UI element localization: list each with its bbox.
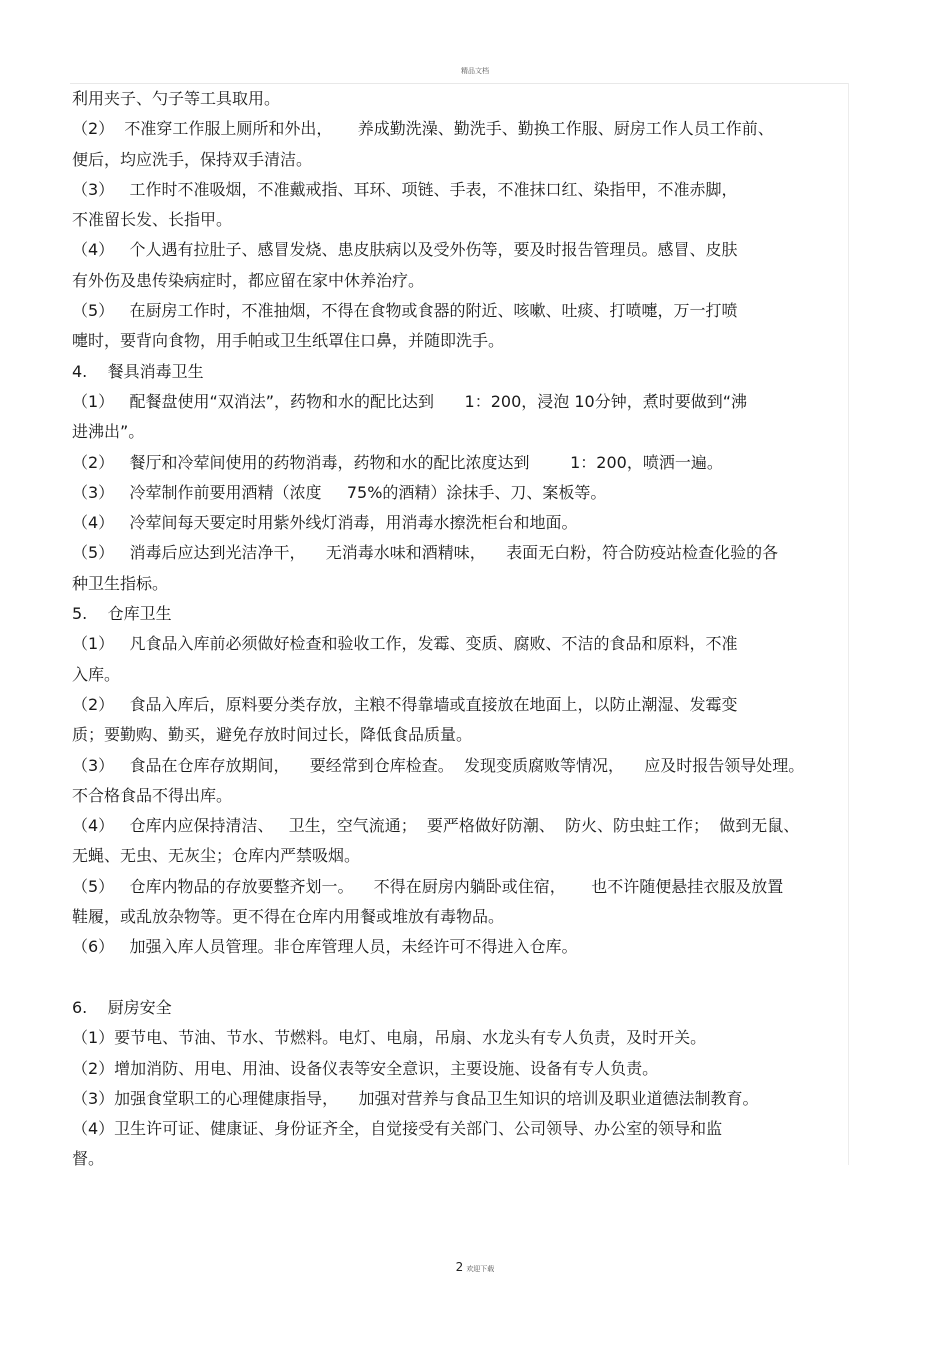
text-line: （3）加强食堂职工的心理健康指导， 加强对营养与食品卫生知识的培训及职业道德法制教育。	[72, 1088, 759, 1108]
text-line: （1） 凡食品入库前必须做好检查和验收工作，发霉、变质、腐败、不洁的食品和原料，不准	[72, 634, 738, 654]
document-body	[72, 84, 844, 1175]
text-line: 无蝇、无虫、无灰尘；仓库内严禁吸烟。	[72, 846, 361, 866]
text-line: （4） 冷荤间每天要定时用紫外线灯消毒，用消毒水擦洗柜台和地面。	[72, 513, 578, 533]
text-line: （6） 加强入库人员管理。非仓库管理人员，未经许可不得进入仓库。	[72, 937, 578, 957]
text-line: （5） 在厨房工作时，不准抽烟，不得在食物或食器的附近、咳嗽、吐痰、打喷嚏，万一打喷	[72, 301, 738, 321]
text-line: 质；要勤购、勤买，避免存放时间过长，降低食品质量。	[72, 725, 473, 745]
page-footer	[0, 1258, 950, 1277]
text-line: 嚏时，要背向食物，用手帕或卫生纸罩住口鼻，并随即洗手。	[72, 331, 505, 351]
text-line: 鞋履，或乱放杂物等。更不得在仓库内用餐或堆放有毒物品。	[72, 907, 505, 927]
text-line: （3） 冷荤制作前要用酒精（浓度 75%的酒精）涂抹手、刀、案板等。	[72, 482, 607, 502]
text-line: （4） 个人遇有拉肚子、感冒发烧、患皮肤病以及受外伤等，要及时报告管理员。感冒、皮肤	[72, 240, 738, 260]
text-line: 督。	[72, 1149, 105, 1169]
text-line: 入库。	[72, 664, 121, 684]
text-line: 进沸出”。	[72, 422, 145, 442]
text-line: （1）要节电、节油、节水、节燃料。电灯、电扇，吊扇、水龙头有专人负责，及时开关。	[72, 1028, 707, 1048]
text-line: （3） 食品在仓库存放期间， 要经常到仓库检查。 发现变质腐败等情况， 应及时报告领导处理。	[72, 755, 805, 775]
text-line: （2） 餐厅和冷荤间使用的药物消毒，药物和水的配比浓度达到 1：200，喷洒一遍。	[72, 452, 723, 472]
text-line: （4）卫生许可证、健康证、身份证齐全，自觉接受有关部门、公司领导、办公室的领导和监	[72, 1119, 723, 1139]
right-margin-line	[848, 83, 849, 1165]
text-line: 6. 厨房安全	[72, 997, 172, 1017]
text-line: 便后，均应洗手，保持双手清洁。	[72, 149, 313, 169]
text-line: （4） 仓库内应保持清洁、 卫生，空气流通； 要严格做好防潮、 防火、防虫蛀工作； 做到无鼠、	[72, 816, 800, 836]
blank-line	[72, 963, 844, 993]
text-line: 不准留长发、长指甲。	[72, 210, 233, 230]
header-label: 精品文档	[461, 67, 489, 75]
text-line: （2） 不准穿工作服上厕所和外出， 养成勤洗澡、勤洗手、勤换工作服、厨房工作人员工作前、	[72, 119, 774, 139]
text-line: 有外伤及患传染病症时，都应留在家中休养治疗。	[72, 270, 425, 290]
text-line: （2）增加消防、用电、用油、设备仪表等安全意识，主要设施、设备有专人负责。	[72, 1058, 659, 1078]
text-line: 4. 餐具消毒卫生	[72, 361, 204, 381]
text-line: 不合格食品不得出库。	[72, 785, 233, 805]
text-line: 种卫生指标。	[72, 573, 169, 593]
page-number: 2	[455, 1260, 464, 1274]
text-line: （1） 配餐盘使用“双消法”，药物和水的配比达到 1：200，浸泡 10分钟，煮时要做到“沸	[72, 391, 747, 411]
text-line: （3） 工作时不准吸烟，不准戴戒指、耳环、项链、手表，不准抹口红、染指甲，不准赤脚，	[72, 179, 738, 199]
text-line: （5） 仓库内物品的存放要整齐划一。 不得在厨房内躺卧或住宿， 也不许随便悬挂衣服及放置	[72, 876, 784, 896]
text-line: 5. 仓库卫生	[72, 604, 172, 624]
text-line: （2） 食品入库后，原料要分类存放，主粮不得靠墙或直接放在地面上，以防止潮湿、发霉变	[72, 694, 738, 714]
text-line: 利用夹子、勺子等工具取用。	[72, 89, 281, 108]
text-line: （5） 消毒后应达到光洁净干， 无消毒水味和酒精味， 表面无白粉，符合防疫站检查化验的各	[72, 543, 779, 563]
footer-label: 欢迎下载	[466, 1265, 495, 1273]
